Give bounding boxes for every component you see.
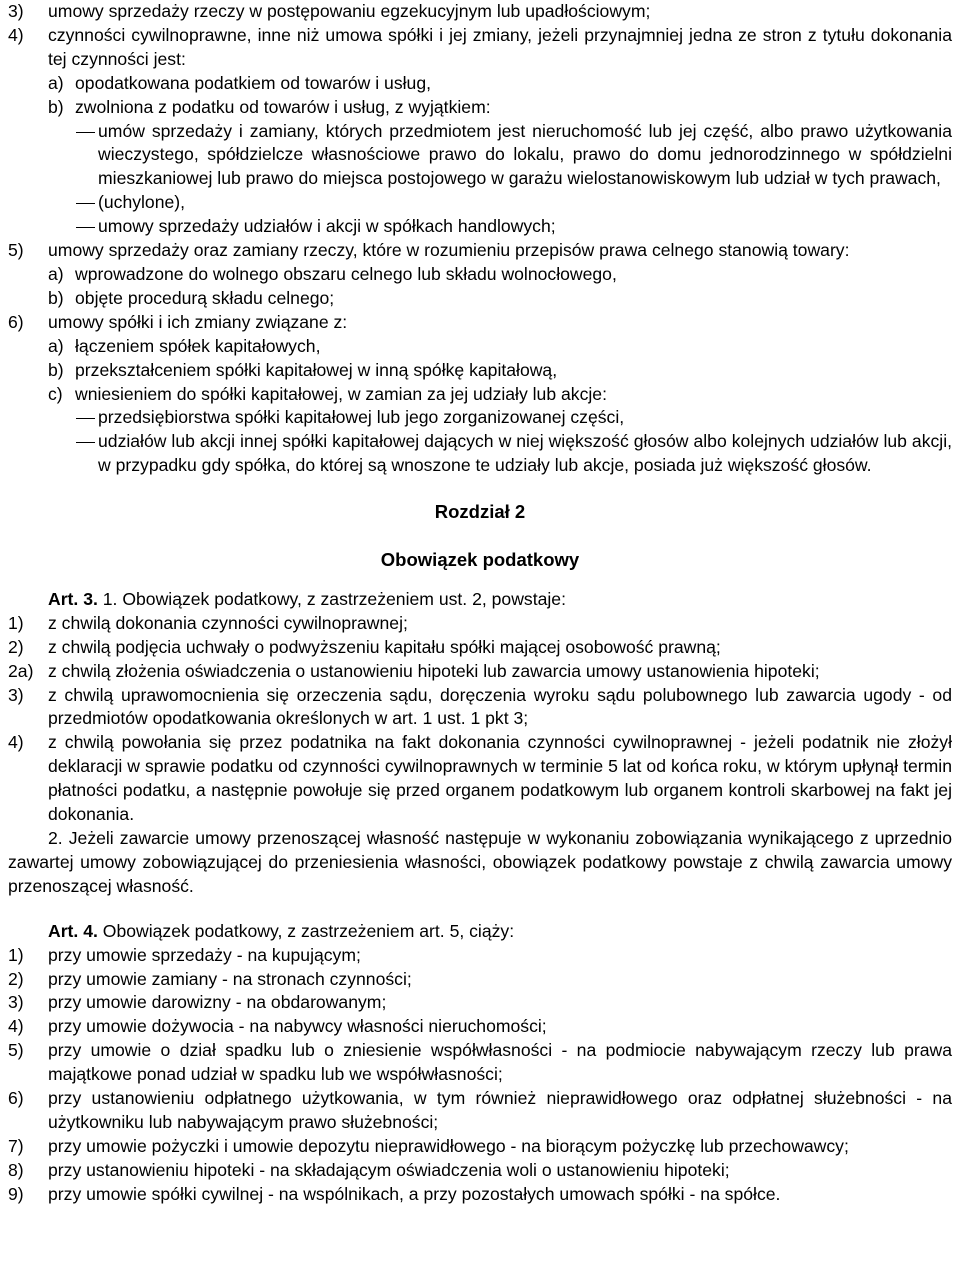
item-number: 5) xyxy=(8,1040,24,1061)
item-number: 6) xyxy=(8,311,24,332)
sub-item-text: objęte procedurą składu celnego; xyxy=(75,287,335,308)
sub-item-letter: b) xyxy=(48,287,64,308)
sub-item xyxy=(8,359,952,383)
item-text: umowy sprzedaży oraz zamiany rzeczy, które w rozumieniu przepisów prawa celnego stanowią towary: xyxy=(48,240,850,261)
item-text: przy ustanowieniu hipoteki - na składającym oświadczenia woli o ustanowieniu hipoteki; xyxy=(48,1159,730,1180)
list-item xyxy=(8,1087,952,1135)
sub-item xyxy=(8,263,952,287)
item-number: 1) xyxy=(8,612,24,633)
spacer xyxy=(8,899,952,920)
item-text: przy ustanowieniu odpłatnego użytkowania, w tym również nieprawidłowego oraz odpłatnej służebności - na użytkowniku lub nabywającym prawo służebności; xyxy=(48,1088,952,1132)
dash-item xyxy=(8,430,952,478)
article-intro-text: 1. Obowiązek podatkowy, z zastrzeżeniem ust. 2, powstaje: xyxy=(97,588,566,609)
article-intro-text: Obowiązek podatkowy, z zastrzeżeniem art. 5, ciąży: xyxy=(97,920,515,941)
item-text: z chwilą dokonania czynności cywilnoprawnej; xyxy=(48,612,408,633)
dash-item-text: przedsiębiorstwa spółki kapitałowej lub jego zorganizowanej części, xyxy=(98,407,625,428)
sub-item-text: łączeniem spółek kapitałowych, xyxy=(75,335,321,356)
article-4-intro xyxy=(8,920,952,944)
sub-item xyxy=(8,383,952,407)
sub-item xyxy=(8,335,952,359)
sub-item-letter: a) xyxy=(48,263,64,284)
dash-item-text: udziałów lub akcji innej spółki kapitałowej dających w niej większość głosów albo kolejnych udziałów lub akcji, w przypadku gdy spółka, do której są wnoszone te udziały lub akcje, posiada już większość głosów. xyxy=(98,431,952,476)
item-number: 4) xyxy=(8,24,24,45)
dash-bullet xyxy=(74,430,98,453)
article-3-paragraph-2: 2. Jeżeli zawarcie umowy przenoszącej własność następuje w wykonaniu zobowiązania wynikającego z uprzednio zawartej umowy zobowiązującej do przeniesienia własności, obowiązek podatkowy powstaje z chwilą zawarcia umowy przenoszącej własność. xyxy=(8,828,952,896)
list-item xyxy=(8,612,952,636)
item-text: przy umowie pożyczki i umowie depozytu nieprawidłowego - na biorącym pożyczkę lub przechowawcy; xyxy=(48,1135,849,1156)
sub-item xyxy=(8,287,952,311)
item-text: przy umowie sprzedaży - na kupującym; xyxy=(48,944,361,965)
dash-item-text: umowy sprzedaży udziałów i akcji w spółkach handlowych; xyxy=(98,216,556,237)
article-label: Art. 3. xyxy=(48,588,98,609)
item-text: przy umowie dożywocia - na nabywcy własności nieruchomości; xyxy=(48,1016,547,1037)
list-item xyxy=(8,24,952,72)
list-item xyxy=(8,636,952,660)
list-item xyxy=(8,1039,952,1087)
dash-item-text: (uchylone), xyxy=(98,192,186,213)
sub-item-letter: a) xyxy=(48,335,64,356)
dash-item-text: umów sprzedaży i zamiany, których przedmiotem jest nieruchomość lub jej część, albo prawo użytkowania wieczystego, spółdzielcze własnościowe prawo do lokalu, prawo do domu jednorodzinnego w spółdzielni mieszkaniowej lub prawo do miejsca postojowego w garażu wielostanowiskowym lub udział w tych prawach, xyxy=(98,120,952,189)
sub-item-text: wprowadzone do wolnego obszaru celnego lub składu wolnocłowego, xyxy=(75,263,617,284)
item-number: 3) xyxy=(8,1,24,21)
item-text: z chwilą podjęcia uchwały o podwyższeniu kapitału spółki mającej osobowość prawną; xyxy=(48,636,721,657)
item-number: 1) xyxy=(8,944,24,965)
list-item xyxy=(8,1159,952,1183)
list-item xyxy=(8,684,952,732)
list-item xyxy=(8,0,952,24)
item-number: 6) xyxy=(8,1088,24,1109)
list-item xyxy=(8,991,952,1015)
sub-item-text: zwolniona z podatku od towarów i usług, z wyjątkiem: xyxy=(75,96,491,117)
article-label: Art. 4. xyxy=(48,920,98,941)
dash-item xyxy=(8,215,952,239)
chapter-title: Obowiązek podatkowy xyxy=(380,549,580,571)
sub-item-letter: c) xyxy=(48,383,63,404)
list-item xyxy=(8,944,952,968)
dash-item xyxy=(8,191,952,215)
list-item xyxy=(8,1135,952,1159)
list-item xyxy=(8,731,952,827)
item-number: 9) xyxy=(8,1183,24,1204)
item-number: 4) xyxy=(8,1016,24,1037)
item-text: umowy spółki i ich zmiany związane z: xyxy=(48,311,348,332)
list-item xyxy=(8,968,952,992)
item-text: przy umowie darowizny - na obdarowanym; xyxy=(48,992,387,1013)
item-number: 7) xyxy=(8,1135,24,1156)
item-text: z chwilą uprawomocnienia się orzeczenia sądu, doręczenia wyroku sądu polubownego lub zawarcia ugody - od przedmiotów opodatkowania określonych w art. 1 ust. 1 pkt 3; xyxy=(48,684,952,729)
sub-item-letter: a) xyxy=(48,72,64,93)
item-text: z chwilą powołania się przez podatnika na fakt dokonania czynności cywilnoprawnej - jeżeli podatnik nie złożył deklaracji w sprawie podatku od czynności cywilnoprawnych w terminie 5 lat od końca roku, w którym upłynął termin płatności podatku, a następnie powołuje się przed organem podatkowym lub organem kontroli skarbowej na fakt jej dokonania. xyxy=(48,732,952,825)
dash-bullet xyxy=(74,215,98,238)
item-text: przy umowie zamiany - na stronach czynności; xyxy=(48,968,412,989)
list-item xyxy=(8,1183,952,1207)
item-text: z chwilą złożenia oświadczenia o ustanowieniu hipoteki lub zawarcia umowy ustanowienia hipoteki; xyxy=(48,660,820,681)
dash-bullet xyxy=(74,120,98,143)
dash-bullet xyxy=(74,406,98,429)
item-text: przy umowie o dział spadku lub o zniesienie współwłasności - na podmiocie nabywającym rzeczy lub prawa majątkowe ponad udział w spadku lub we współwłasności; xyxy=(48,1040,952,1085)
item-number: 2) xyxy=(8,968,24,989)
chapter-number: Rozdział 2 xyxy=(434,501,526,523)
item-text: czynności cywilnoprawne, inne niż umowa spółki i jej zmiany, jeżeli przynajmniej jedna ze stron z tytułu dokonania tej czynności jest: xyxy=(48,24,952,69)
list-item xyxy=(8,311,952,335)
article-3-intro xyxy=(8,588,952,612)
sub-item-text: opodatkowana podatkiem od towarów i usług, xyxy=(75,72,432,93)
item-number: 5) xyxy=(8,240,24,261)
dash-bullet xyxy=(74,191,98,214)
item-text: umowy sprzedaży rzeczy w postępowaniu egzekucyjnym lub upadłościowym; xyxy=(48,1,651,21)
sub-item xyxy=(8,72,952,96)
dash-item xyxy=(8,120,952,192)
item-text: przy umowie spółki cywilnej - na wspólnikach, a przy pozostałych umowach spółki - na spółce. xyxy=(48,1183,781,1204)
list-item xyxy=(8,660,952,684)
sub-item-letter: b) xyxy=(48,359,64,380)
item-number: 2a) xyxy=(8,660,34,681)
item-number: 3) xyxy=(8,684,24,705)
item-number: 4) xyxy=(8,732,24,753)
sub-item xyxy=(8,96,952,120)
item-number: 2) xyxy=(8,636,24,657)
sub-item-letter: b) xyxy=(48,96,64,117)
sub-item-text: wniesieniem do spółki kapitałowej, w zamian za jej udziały lub akcje: xyxy=(75,383,607,404)
dash-item xyxy=(8,406,952,430)
sub-item-text: przekształceniem spółki kapitałowej w inną spółkę kapitałową, xyxy=(75,359,558,380)
item-number: 8) xyxy=(8,1159,24,1180)
item-number: 3) xyxy=(8,992,24,1013)
list-item xyxy=(8,239,952,263)
list-item xyxy=(8,1015,952,1039)
